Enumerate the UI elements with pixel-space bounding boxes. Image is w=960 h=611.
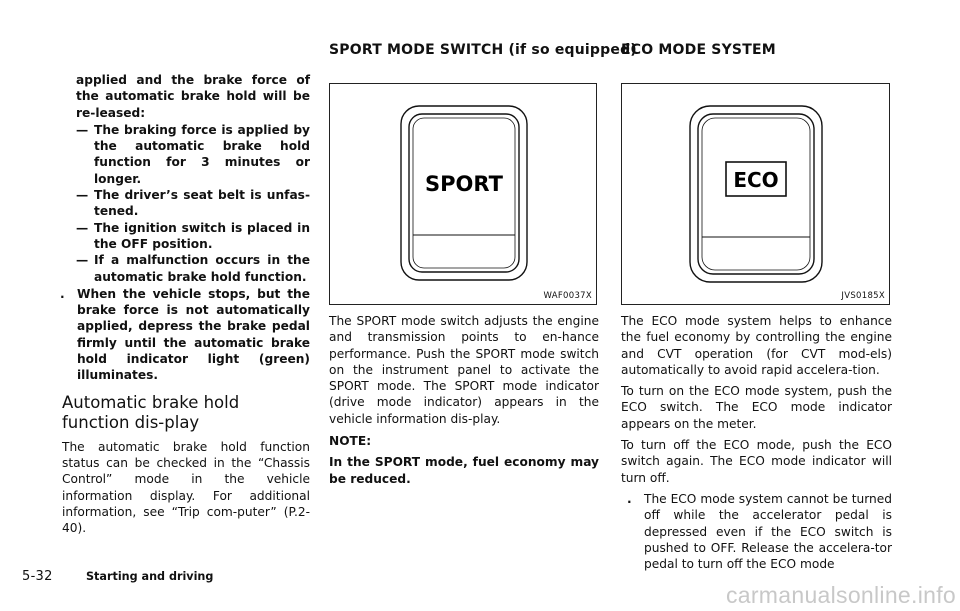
watermark: carmanualsonline.info [725, 582, 956, 608]
eco-bullet-item: . The ECO mode system cannot be turned off while the accelerator pedal is depressed even if the ECO switch is pushed to OFF. Release the accelera-tor pedal to turn off the ECO mode [627, 491, 892, 572]
sport-figure-id: WAF0037X [543, 291, 592, 301]
display-paragraph: The automatic brake hold function status can be checked in the “Chassis Control” mode in the vehicle information display. For additional information, see “Trip com-puter” (P.2-40). [62, 439, 310, 536]
section-title: Starting and driving [86, 570, 214, 583]
eco-text [621, 313, 892, 572]
sport-switch-label: SPORT [425, 172, 503, 196]
sport-paragraph: The SPORT mode switch adjusts the engine and transmission points to en-hance performance. Push the SPORT mode switch on the instrument panel to activate the SPORT mode. The SPORT mode indicator (drive mode indicator) appears in the vehicle information dis-play. [329, 314, 599, 426]
sport-mode-heading: SPORT MODE SWITCH (if so equipped) [329, 42, 637, 58]
eco-switch-illustration [622, 84, 891, 306]
eco-figure-id: JVS0185X [841, 291, 885, 301]
eco-paragraph: The ECO mode system helps to enhance the fuel economy by controlling the engine and CVT operation (for CVT mod-els) automatically to avoid rapid accelera-tion. [621, 314, 892, 377]
note-text: In the SPORT mode, fuel economy may be reduced. [329, 455, 599, 486]
dash-list [62, 122, 310, 285]
sport-text [329, 313, 599, 492]
note-label: NOTE: [329, 434, 372, 449]
sport-switch-figure [329, 83, 597, 305]
display-subheading: Automatic brake hold function dis-play [62, 392, 240, 432]
eco-switch-label: ECO [733, 168, 779, 192]
dash-item: — If a malfunction occurs in the automatic brake hold function. [76, 253, 310, 284]
intro-text: applied and the brake force of the automatic brake hold will be re-leased: [76, 73, 310, 120]
eco-mode-heading: ECO MODE SYSTEM [621, 42, 776, 58]
sport-switch-illustration [330, 84, 598, 306]
eco-paragraph: To turn off the ECO mode, push the ECO switch again. The ECO mode indicator will turn off. [621, 438, 892, 485]
dash-item: — The driver’s seat belt is unfas-tened. [76, 188, 310, 219]
eco-paragraph: To turn on the ECO mode system, push the ECO switch. The ECO mode indicator appears on the meter. [621, 384, 892, 431]
dash-item: — The braking force is applied by the automatic brake hold function for 3 minutes or longer. [76, 122, 310, 186]
bullet-item: . When the vehicle stops, but the brake force is not automatically applied, depress the brake pedal firmly until the automatic brake hold indicator light (green) illuminates. [60, 286, 310, 383]
dash-item: — The ignition switch is placed in the OFF position. [76, 220, 310, 251]
page-number: 5-32 [22, 569, 53, 584]
brake-hold-text [62, 72, 310, 536]
eco-switch-figure [621, 83, 890, 305]
